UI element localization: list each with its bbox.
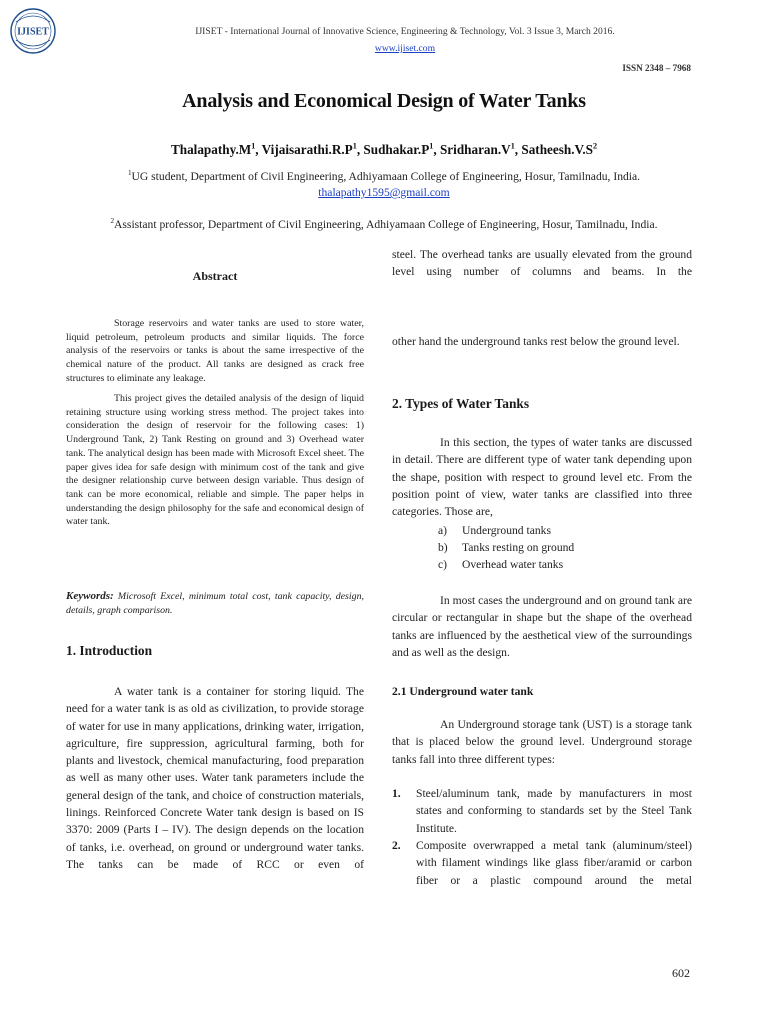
- types-heading: 2. Types of Water Tanks: [392, 396, 530, 411]
- page-number: 602: [672, 966, 690, 980]
- list-marker: a): [438, 524, 448, 537]
- logo-emblem-icon: [8, 6, 58, 56]
- affiliation-2-marker: 2: [110, 217, 115, 226]
- list-item: [438, 556, 563, 573]
- author-name: Thalapathy.M: [170, 142, 252, 157]
- numbered-marker: 1.: [392, 787, 401, 800]
- numbered-item-text: Composite overwrapped a metal tank (aluminum/steel) with filament windings like glass fiber/aramid or carbon fiber or a plastic compound around the metal: [416, 839, 692, 887]
- issn-number: ISSN 2348 – 7968: [622, 63, 691, 73]
- list-marker: c): [438, 558, 448, 571]
- author-name: Satheesh.V.S: [521, 142, 593, 157]
- author-affiliation-marker: 2: [592, 141, 598, 151]
- affiliation-1: [0, 170, 768, 183]
- list-marker: b): [438, 541, 448, 554]
- affiliation-2-text: Assistant professor, Department of Civil Engineering, Adhiyamaan College of Engineering, Hosur, Tamilnadu, India.: [114, 218, 658, 231]
- keywords-text: Microsoft Excel, minimum total cost, tank capacity, design, details, graph comparison.: [66, 591, 364, 616]
- affiliation-1-marker: 1: [127, 169, 132, 178]
- author-separator: ,: [255, 142, 262, 157]
- list-item: [438, 522, 551, 539]
- author-list: [0, 142, 768, 158]
- keywords-label: Keywords:: [66, 590, 114, 602]
- author-affiliation-marker: 1: [429, 141, 434, 151]
- abstract-paragraph-2: This project gives the detailed analysis of the design of liquid retaining structure using working stress method. The project takes into consideration the design of reservoir for the following cases: 1) Underground Tank, 2) Tank Resting on ground and 3) Overhead water tank. The analytical design has been made with Microsoft Excel sheet. The paper gives idea for safe design with minimum cost of the tank and give the designer relationship curve between design variable. Thus design of tank can be more economical, reliable and simple. The paper helps in understanding the design philosophy for the safe and economical design of water tank.: [66, 393, 364, 528]
- types-paragraph: In this section, the types of water tanks are discussed in detail. There are different type of water tank depending upon the shape, position with respect to ground level etc. From the position point of view, water tanks are classified into three categories. Those are,: [392, 436, 692, 519]
- affiliation-2: [0, 218, 768, 231]
- numbered-item-text: Steel/aluminum tank, made by manufacturers in most states and conforming to standards set by the Steel Tank Institute.: [416, 787, 692, 835]
- list-text: Tanks resting on ground: [462, 541, 575, 554]
- journal-url-link[interactable]: www.ijiset.com: [374, 43, 436, 54]
- list-text: Overhead water tanks: [462, 558, 564, 571]
- paper-title: Analysis and Economical Design of Water Tanks: [182, 90, 586, 112]
- underground-tank-paragraph: An Underground storage tank (UST) is a storage tank that is placed below the ground level. Underground storage tanks fall into three different types:: [392, 718, 692, 766]
- author-name: Vijaisarathi.R.P: [261, 142, 353, 157]
- author-name: Sridharan.V: [439, 142, 511, 157]
- abstract-paragraph-1: Storage reservoirs and water tanks are used to store water, liquid petroleum, petroleum products and similar liquids. The force analysis of the reservoirs or tanks is about the same irrespective of the chemical nature of the product. All tanks are designed as crack free structures to eliminate any leakage.: [66, 318, 364, 384]
- list-text: Underground tanks: [462, 524, 551, 537]
- introduction-heading: 1. Introduction: [66, 643, 153, 658]
- author-email-link[interactable]: thalapathy1595@gmail.com: [318, 186, 450, 199]
- journal-citation: IJISET - International Journal of Innovative Science, Engineering & Technology, Vol. 3 Issue 3, March 2016.: [195, 26, 615, 37]
- author-affiliation-marker: 1: [352, 141, 357, 151]
- author-name: Sudhakar.P: [363, 142, 430, 157]
- keywords: [66, 590, 364, 617]
- logo-text: IJISET: [17, 26, 49, 38]
- underground-tank-heading: 2.1 Underground water tank: [392, 685, 534, 698]
- overhead-paragraph: steel. The overhead tanks are usually elevated from the ground level using number of columns and beams. In the: [392, 248, 692, 279]
- affiliation-1-text: UG student, Department of Civil Engineering, Adhiyamaan College of Engineering, Hosur, Tamilnadu, India.: [131, 170, 641, 183]
- author-separator: ,: [433, 142, 440, 157]
- underground-continuation-paragraph: other hand the underground tanks rest below the ground level.: [392, 335, 680, 348]
- author-affiliation-marker: 1: [510, 141, 515, 151]
- list-item: [438, 539, 574, 556]
- journal-logo: [8, 6, 58, 56]
- abstract-heading: Abstract: [192, 269, 238, 283]
- introduction-paragraph: A water tank is a container for storing liquid. The need for a water tank is as old as civilization, to provide storage of water for use in many applications, drinking water, irrigation, agriculture, fire suppression, agricultural farming, both for plants and livestock, chemical manufacturing, food preparation as well as many other uses. Water tank parameters include the general design of the tank, and choice of construction materials, linings. Reinforced Concrete Water tank design is based on IS 3370: 2009 (Parts I – IV). The design depends on the location of tanks, i.e. overhead, on ground or underground water tanks. The tanks can be made of RCC or even of: [66, 685, 364, 871]
- shape-paragraph: In most cases the underground and on ground tank are circular or rectangular in shape but the shape of the overhead tanks are influenced by the aesthetical view of the surroundings and as well as the design.: [392, 594, 692, 659]
- numbered-marker: 2.: [392, 839, 401, 852]
- author-separator: ,: [356, 142, 364, 157]
- author-separator: ,: [514, 142, 522, 157]
- author-affiliation-marker: 1: [251, 141, 256, 151]
